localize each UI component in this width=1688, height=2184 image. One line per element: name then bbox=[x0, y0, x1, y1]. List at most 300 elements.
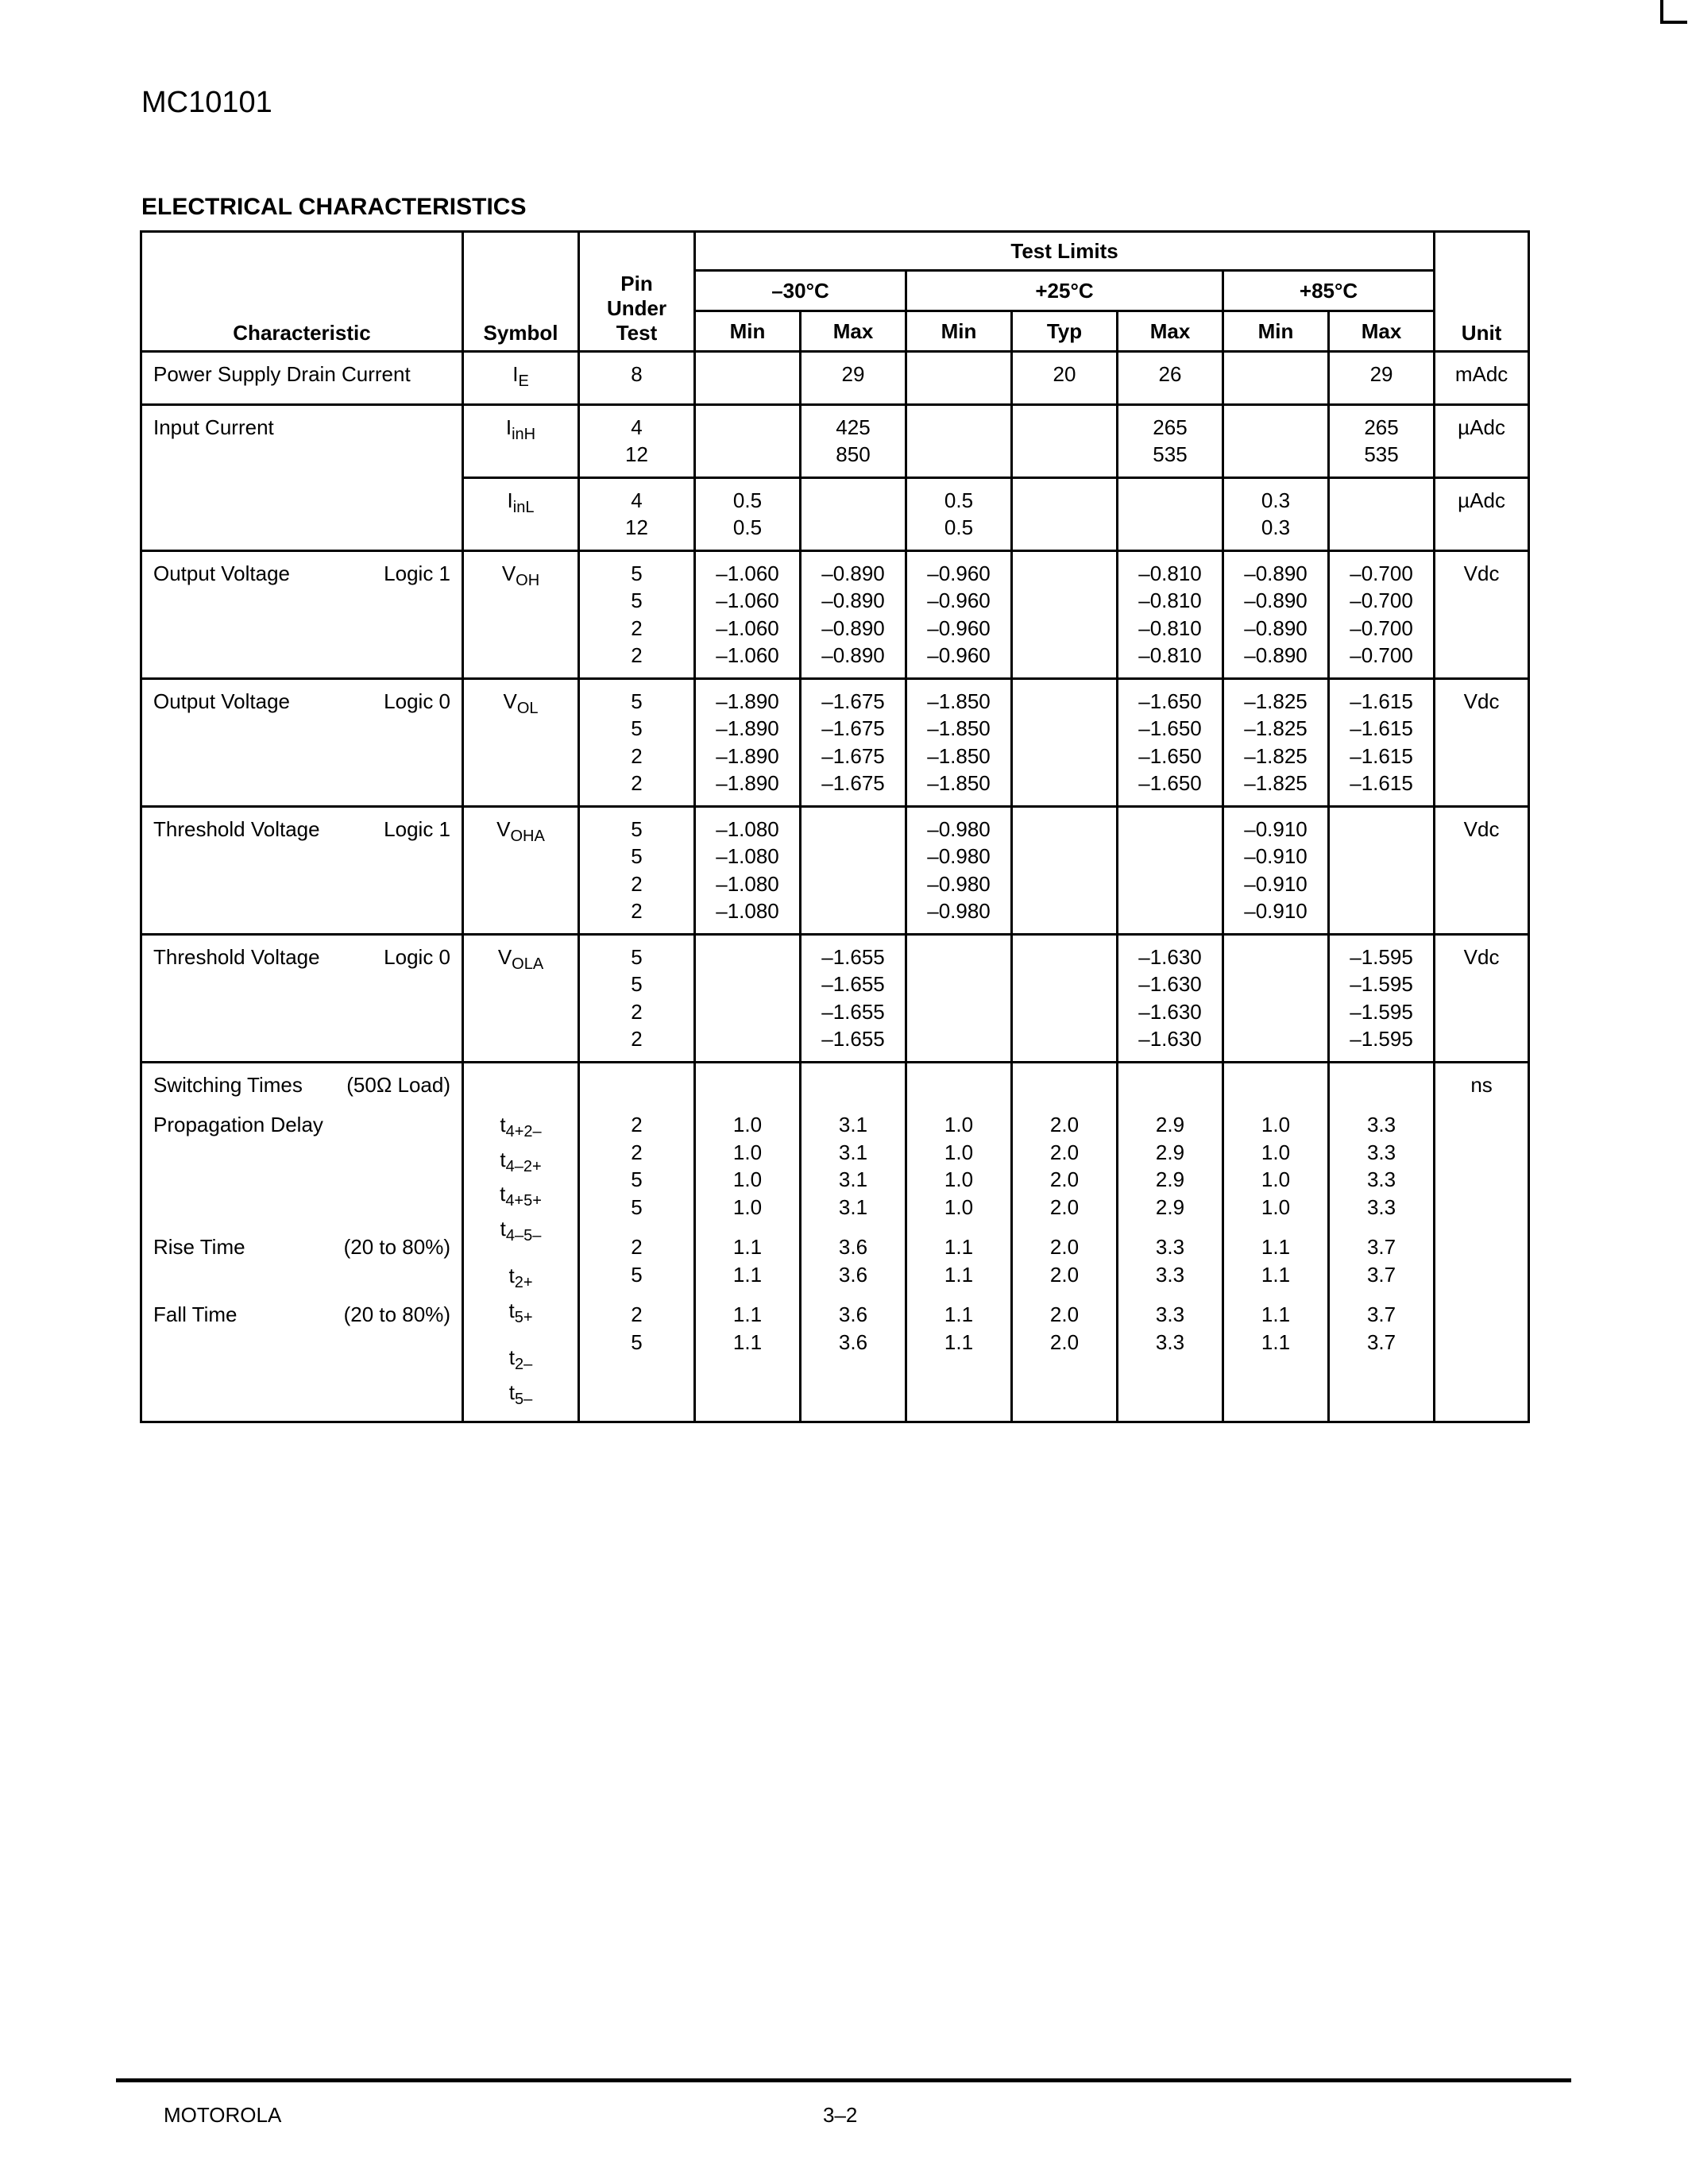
limit-cell-min-85c bbox=[1223, 678, 1329, 806]
limit-value: 3.6 bbox=[838, 1302, 868, 1326]
pin-value: 5 bbox=[631, 1194, 643, 1219]
switching-parameter-name: Rise Time bbox=[153, 1235, 245, 1259]
header-temp-cold: –30°C bbox=[695, 271, 906, 311]
characteristic-name: Threshold Voltage bbox=[153, 816, 320, 841]
header-unit: Unit bbox=[1435, 232, 1529, 352]
limit-value: –1.890 bbox=[716, 771, 779, 795]
limit-value: –1.650 bbox=[1138, 771, 1202, 795]
limit-cell-max-25c bbox=[1118, 352, 1223, 405]
symbol-letter: V bbox=[497, 944, 512, 969]
unit-value: µAdc bbox=[1458, 415, 1505, 439]
footer-rule bbox=[116, 2078, 1571, 2082]
symbol-letter: t bbox=[508, 1379, 515, 1404]
blank-line bbox=[153, 1139, 450, 1167]
characteristic-cell bbox=[141, 806, 463, 934]
limit-value: –1.080 bbox=[716, 844, 779, 868]
characteristic-cell bbox=[141, 934, 463, 1062]
limit-value: 2.0 bbox=[1049, 1302, 1080, 1326]
symbol-subscript: 4+2– bbox=[505, 1123, 542, 1140]
limit-value: –1.080 bbox=[716, 899, 779, 923]
symbol-cell bbox=[463, 352, 579, 405]
limit-value: 3.3 bbox=[1366, 1194, 1396, 1219]
spacer bbox=[1330, 1288, 1433, 1301]
limit-value: –1.675 bbox=[821, 743, 885, 768]
symbol bbox=[464, 1180, 577, 1215]
limit-value: –1.850 bbox=[927, 716, 991, 740]
limit-value: 1.0 bbox=[944, 1140, 974, 1164]
spacer bbox=[153, 1288, 450, 1301]
spacer bbox=[1330, 1098, 1433, 1111]
symbol bbox=[464, 943, 577, 978]
limit-cell-typ-25c bbox=[1012, 1062, 1118, 1422]
symbol-letter: t bbox=[508, 1264, 515, 1287]
pin-value: 2 bbox=[631, 1113, 643, 1136]
limit-value: 3.3 bbox=[1366, 1140, 1396, 1164]
limit-value: –0.890 bbox=[1244, 561, 1308, 585]
limit-cell-max-85c bbox=[1329, 352, 1435, 405]
limit-value: 2.0 bbox=[1049, 1140, 1080, 1164]
switching-times-row bbox=[141, 1062, 1529, 1422]
spacer bbox=[802, 1098, 905, 1111]
limit-value: –1.060 bbox=[716, 561, 779, 585]
spacer bbox=[1330, 1221, 1433, 1233]
limit-value: 850 bbox=[836, 442, 871, 466]
spacer bbox=[1118, 1288, 1222, 1301]
limit-value: 1.1 bbox=[1261, 1302, 1291, 1326]
limit-value: 1.0 bbox=[1261, 1140, 1291, 1164]
symbol-subscript: OL bbox=[516, 699, 539, 717]
limit-cell-min-85c bbox=[1223, 404, 1329, 477]
limit-cell-max-25c bbox=[1118, 550, 1223, 678]
limit-value: –1.630 bbox=[1138, 972, 1202, 996]
header-max: Max bbox=[801, 311, 906, 352]
blank-line bbox=[907, 1071, 1010, 1099]
limit-value: –1.630 bbox=[1138, 999, 1202, 1024]
limit-value: 1.0 bbox=[732, 1113, 763, 1136]
limit-cell-max-25c bbox=[1118, 477, 1223, 550]
unit-cell bbox=[1435, 550, 1529, 678]
header-pin-line1: Pin bbox=[620, 272, 653, 295]
symbol-subscript: inH bbox=[512, 425, 536, 443]
symbol bbox=[464, 816, 577, 851]
limit-value: –1.615 bbox=[1350, 689, 1413, 713]
symbol-letter: t bbox=[500, 1216, 506, 1241]
limit-value: 3.3 bbox=[1155, 1302, 1185, 1326]
characteristic-name: Output Voltage bbox=[153, 561, 291, 585]
spacer bbox=[464, 1249, 577, 1262]
limit-value: 1.0 bbox=[944, 1194, 974, 1219]
table-row bbox=[141, 934, 1529, 1062]
limit-cell-max-30c bbox=[801, 934, 906, 1062]
table-row bbox=[141, 404, 1529, 477]
limit-value: 265 bbox=[1364, 415, 1399, 439]
pin-value: 8 bbox=[631, 362, 643, 386]
limit-cell-max-85c bbox=[1329, 934, 1435, 1062]
spacer bbox=[802, 1288, 905, 1301]
symbol-letter: t bbox=[508, 1298, 515, 1322]
limit-cell-min-25c bbox=[906, 806, 1012, 934]
symbol bbox=[464, 1297, 577, 1332]
limit-cell-max-30c bbox=[801, 806, 906, 934]
table-row bbox=[141, 550, 1529, 678]
header-pin-line3: Test bbox=[616, 321, 658, 345]
limit-value: –0.960 bbox=[927, 615, 991, 640]
limit-value: 1.1 bbox=[944, 1329, 974, 1354]
spacer bbox=[1118, 1221, 1222, 1233]
limit-value: 3.7 bbox=[1366, 1329, 1396, 1354]
limit-value: 3.1 bbox=[838, 1140, 868, 1164]
limit-value: 3.6 bbox=[838, 1262, 868, 1287]
limit-cell-min-85c bbox=[1223, 806, 1329, 934]
characteristic-name: Input Current bbox=[153, 415, 274, 439]
limit-value: –1.615 bbox=[1350, 743, 1413, 768]
limit-value: 1.1 bbox=[732, 1302, 763, 1326]
symbol-letter: t bbox=[500, 1113, 506, 1136]
switching-parameter-condition: (20 to 80%) bbox=[343, 1302, 450, 1326]
limit-cell-max-30c bbox=[801, 678, 906, 806]
pin-value: 5 bbox=[631, 972, 643, 996]
unit-value: Vdc bbox=[1463, 944, 1500, 969]
limit-value: –1.850 bbox=[927, 689, 991, 713]
limit-value: –1.675 bbox=[821, 689, 885, 713]
limit-value: –0.910 bbox=[1244, 871, 1308, 896]
limit-value: –1.890 bbox=[716, 689, 779, 713]
limit-value: –0.960 bbox=[927, 561, 991, 585]
section-title: ELECTRICAL CHARACTERISTICS bbox=[141, 194, 527, 220]
switching-parameter bbox=[153, 1233, 450, 1261]
header-test-limits: Test Limits bbox=[695, 232, 1435, 271]
limit-cell-max-85c bbox=[1329, 550, 1435, 678]
limit-value: –1.650 bbox=[1138, 689, 1202, 713]
limit-value: –0.890 bbox=[821, 588, 885, 612]
pin-value: 5 bbox=[631, 689, 643, 713]
blank-line bbox=[464, 1071, 577, 1099]
spacer bbox=[464, 1098, 577, 1111]
pin-value: 2 bbox=[631, 615, 643, 640]
header-pin-under-test bbox=[579, 232, 695, 352]
pin-value: 4 bbox=[631, 415, 643, 439]
limit-value: –1.655 bbox=[821, 972, 885, 996]
limit-value: 3.1 bbox=[838, 1113, 868, 1136]
blank-line bbox=[580, 1071, 693, 1099]
limit-value: 3.3 bbox=[1155, 1235, 1185, 1259]
limit-value: 1.1 bbox=[1261, 1329, 1291, 1354]
limit-value: 2.9 bbox=[1155, 1140, 1185, 1164]
symbol-subscript: 4–2+ bbox=[505, 1157, 542, 1175]
spacer bbox=[580, 1098, 693, 1111]
spacer bbox=[580, 1288, 693, 1301]
limit-value: –0.700 bbox=[1350, 643, 1413, 667]
limit-cell-max-25c bbox=[1118, 404, 1223, 477]
pin-value: 5 bbox=[631, 1329, 643, 1354]
limit-value: –1.655 bbox=[821, 1027, 885, 1051]
limit-cell-min-85c bbox=[1223, 934, 1329, 1062]
limit-value: 2.0 bbox=[1049, 1235, 1080, 1259]
limit-value: –0.810 bbox=[1138, 615, 1202, 640]
symbol bbox=[464, 414, 577, 449]
limit-value: 2.0 bbox=[1049, 1113, 1080, 1136]
limit-value: –0.980 bbox=[927, 844, 991, 868]
blank-line bbox=[1013, 1071, 1116, 1099]
pin-value: 5 bbox=[631, 1167, 643, 1191]
switching-parameter bbox=[153, 1301, 450, 1329]
limit-value: –1.675 bbox=[821, 716, 885, 740]
limit-cell-max-30c bbox=[801, 477, 906, 550]
pin-cell bbox=[579, 477, 695, 550]
blank-line bbox=[153, 1194, 450, 1221]
limit-value: –0.980 bbox=[927, 871, 991, 896]
limit-value: 1.0 bbox=[732, 1140, 763, 1164]
limit-value: 1.1 bbox=[1261, 1235, 1291, 1259]
limit-cell-max-85c bbox=[1329, 404, 1435, 477]
limit-value: 3.6 bbox=[838, 1235, 868, 1259]
limit-value: 1.1 bbox=[944, 1262, 974, 1287]
pin-value: 5 bbox=[631, 844, 643, 868]
pin-cell bbox=[579, 404, 695, 477]
switching-parameter-name: Fall Time bbox=[153, 1302, 238, 1326]
characteristic-line bbox=[153, 560, 450, 588]
limit-cell-max-85c bbox=[1329, 477, 1435, 550]
limit-value: 1.1 bbox=[732, 1329, 763, 1354]
limit-value: –1.890 bbox=[716, 743, 779, 768]
unit-value: Vdc bbox=[1463, 689, 1500, 713]
symbol-subscript: 4–5– bbox=[505, 1226, 542, 1244]
symbol-letter: t bbox=[500, 1147, 506, 1171]
characteristic-name: Threshold Voltage bbox=[153, 944, 320, 969]
unit-cell bbox=[1435, 477, 1529, 550]
limit-value: –1.630 bbox=[1138, 944, 1202, 969]
spacer bbox=[907, 1288, 1010, 1301]
symbol-letter: V bbox=[501, 561, 516, 585]
limit-value: –1.825 bbox=[1244, 689, 1308, 713]
blank-line bbox=[1224, 1071, 1327, 1099]
limit-value: 0.5 bbox=[944, 488, 974, 512]
limit-value: 3.3 bbox=[1155, 1262, 1185, 1287]
limit-value: 3.7 bbox=[1366, 1262, 1396, 1287]
symbol-subscript: OH bbox=[516, 571, 540, 589]
switching-title bbox=[153, 1071, 450, 1099]
limit-value: –1.825 bbox=[1244, 743, 1308, 768]
unit-cell bbox=[1435, 352, 1529, 405]
limit-value: 3.3 bbox=[1366, 1167, 1396, 1191]
limit-value: –0.890 bbox=[821, 561, 885, 585]
limit-cell-max-25c bbox=[1118, 678, 1223, 806]
limit-cell-max-30c bbox=[801, 352, 906, 405]
limit-value: –0.810 bbox=[1138, 643, 1202, 667]
limit-value: 1.1 bbox=[732, 1262, 763, 1287]
limit-cell-min-85c bbox=[1223, 352, 1329, 405]
header-min: Min bbox=[1223, 311, 1329, 352]
limit-value: –1.890 bbox=[716, 716, 779, 740]
switching-parameter-name: Propagation Delay bbox=[153, 1113, 323, 1136]
table-body bbox=[141, 352, 1529, 1422]
limit-cell-typ-25c bbox=[1012, 477, 1118, 550]
limit-value: 1.0 bbox=[1261, 1113, 1291, 1136]
limit-cell-min-30c bbox=[695, 550, 801, 678]
spacer bbox=[1013, 1098, 1116, 1111]
blank-line bbox=[1330, 1071, 1433, 1099]
unit-value: Vdc bbox=[1463, 561, 1500, 585]
limit-value: –1.650 bbox=[1138, 743, 1202, 768]
limit-value: 535 bbox=[1153, 442, 1188, 466]
limit-value: –0.700 bbox=[1350, 561, 1413, 585]
limit-value: 20 bbox=[1053, 362, 1076, 386]
pin-cell bbox=[579, 806, 695, 934]
part-number: MC10101 bbox=[141, 86, 272, 119]
limit-value: 2.9 bbox=[1155, 1194, 1185, 1219]
pin-cell bbox=[579, 678, 695, 806]
limit-value: –1.060 bbox=[716, 588, 779, 612]
symbol-cell bbox=[463, 477, 579, 550]
page-corner-mark bbox=[1660, 0, 1687, 24]
symbol bbox=[464, 1146, 577, 1181]
characteristic-name: Power Supply Drain Current bbox=[153, 362, 411, 386]
limit-value: –1.655 bbox=[821, 999, 885, 1024]
spacer bbox=[802, 1221, 905, 1233]
limit-cell-typ-25c bbox=[1012, 352, 1118, 405]
limit-value: –1.060 bbox=[716, 615, 779, 640]
limit-value: –1.825 bbox=[1244, 716, 1308, 740]
limit-value: –1.615 bbox=[1350, 771, 1413, 795]
symbol-cell bbox=[463, 550, 579, 678]
symbol-cell bbox=[463, 404, 579, 477]
limit-value: –0.700 bbox=[1350, 588, 1413, 612]
limit-cell-min-25c bbox=[906, 678, 1012, 806]
characteristic-condition: Logic 0 bbox=[384, 944, 450, 969]
footer-brand: MOTOROLA bbox=[164, 2103, 282, 2127]
limit-value: 0.5 bbox=[732, 488, 763, 512]
characteristic-line bbox=[153, 688, 450, 716]
characteristic-line bbox=[153, 943, 450, 971]
limit-value: 29 bbox=[1369, 362, 1393, 386]
table-row bbox=[141, 806, 1529, 934]
unit-value: µAdc bbox=[1458, 488, 1505, 512]
symbol-subscript: OLA bbox=[512, 955, 544, 973]
pin-value: 2 bbox=[631, 899, 643, 923]
limit-value: –0.960 bbox=[927, 588, 991, 612]
symbol-letter: I bbox=[505, 415, 512, 439]
pin-value: 2 bbox=[631, 771, 643, 795]
limit-cell-max-25c bbox=[1118, 806, 1223, 934]
limit-value: –0.810 bbox=[1138, 561, 1202, 585]
pin-cell bbox=[579, 550, 695, 678]
spacer bbox=[1013, 1221, 1116, 1233]
limit-value: 2.9 bbox=[1155, 1167, 1185, 1191]
limit-value: –0.890 bbox=[821, 643, 885, 667]
limit-value: –0.890 bbox=[1244, 615, 1308, 640]
spacer bbox=[907, 1221, 1010, 1233]
spacer bbox=[1118, 1098, 1222, 1111]
limit-value: 3.3 bbox=[1366, 1113, 1396, 1136]
spacer bbox=[580, 1221, 693, 1233]
blank-line bbox=[696, 1071, 799, 1099]
symbol-subscript: OHA bbox=[510, 827, 545, 845]
header-max: Max bbox=[1118, 311, 1223, 352]
limit-cell-typ-25c bbox=[1012, 934, 1118, 1062]
limit-cell-min-30c bbox=[695, 1062, 801, 1422]
pin-cell bbox=[579, 352, 695, 405]
symbol-subscript: 5+ bbox=[514, 1308, 533, 1326]
limit-value: –1.080 bbox=[716, 816, 779, 841]
limit-value: –0.980 bbox=[927, 899, 991, 923]
header-typ: Typ bbox=[1012, 311, 1118, 352]
pin-cell bbox=[579, 1062, 695, 1422]
unit-cell bbox=[1435, 934, 1529, 1062]
limit-value: 535 bbox=[1364, 442, 1399, 466]
spacer bbox=[696, 1288, 799, 1301]
limit-value: 2.0 bbox=[1049, 1262, 1080, 1287]
limit-cell-typ-25c bbox=[1012, 678, 1118, 806]
limit-value: –1.655 bbox=[821, 944, 885, 969]
limit-value: –1.595 bbox=[1350, 999, 1413, 1024]
limit-cell-min-85c bbox=[1223, 1062, 1329, 1422]
symbol-cell bbox=[463, 1062, 579, 1422]
header-pin-line2: Under bbox=[606, 296, 667, 320]
unit-cell bbox=[1435, 678, 1529, 806]
spacer bbox=[1224, 1221, 1327, 1233]
symbol bbox=[464, 688, 577, 723]
spacer bbox=[153, 1221, 450, 1233]
limit-cell-min-30c bbox=[695, 806, 801, 934]
limit-value: –0.910 bbox=[1244, 844, 1308, 868]
limit-value: –1.825 bbox=[1244, 771, 1308, 795]
limit-value: 2.0 bbox=[1049, 1194, 1080, 1219]
limit-value: 265 bbox=[1153, 415, 1188, 439]
pin-value: 4 bbox=[631, 488, 643, 512]
limit-value: –1.850 bbox=[927, 771, 991, 795]
pin-value: 5 bbox=[631, 561, 643, 585]
limit-value: 1.0 bbox=[732, 1194, 763, 1219]
characteristic-condition: Logic 1 bbox=[384, 561, 450, 585]
symbol bbox=[464, 1262, 577, 1297]
spacer bbox=[1224, 1288, 1327, 1301]
limit-cell-min-30c bbox=[695, 352, 801, 405]
limit-cell-min-30c bbox=[695, 477, 801, 550]
table-row bbox=[141, 678, 1529, 806]
limit-value: –1.060 bbox=[716, 643, 779, 667]
symbol bbox=[464, 487, 577, 522]
table-row bbox=[141, 352, 1529, 405]
limit-cell-max-25c bbox=[1118, 934, 1223, 1062]
symbol bbox=[464, 560, 577, 595]
header-characteristic: Characteristic bbox=[141, 232, 463, 352]
limit-value: –1.595 bbox=[1350, 944, 1413, 969]
limit-cell-typ-25c bbox=[1012, 550, 1118, 678]
characteristic-cell bbox=[141, 404, 463, 550]
limit-value: 0.3 bbox=[1261, 488, 1291, 512]
spacer bbox=[696, 1221, 799, 1233]
unit-cell bbox=[1435, 806, 1529, 934]
symbol-subscript: E bbox=[518, 372, 529, 390]
limit-cell-max-30c bbox=[801, 1062, 906, 1422]
characteristic-line bbox=[153, 816, 450, 843]
characteristic-condition: Logic 1 bbox=[384, 816, 450, 841]
symbol-subscript: 4+5+ bbox=[505, 1192, 542, 1210]
pin-value: 5 bbox=[631, 1262, 643, 1287]
limit-cell-min-30c bbox=[695, 934, 801, 1062]
pin-value: 5 bbox=[631, 716, 643, 740]
characteristic-line bbox=[153, 361, 450, 388]
limit-value: –0.810 bbox=[1138, 588, 1202, 612]
pin-value: 12 bbox=[625, 442, 648, 466]
unit-value: ns bbox=[1470, 1072, 1493, 1097]
limit-value: –1.615 bbox=[1350, 716, 1413, 740]
limit-cell-min-85c bbox=[1223, 550, 1329, 678]
pin-value: 12 bbox=[625, 515, 648, 539]
limit-value: 1.0 bbox=[1261, 1194, 1291, 1219]
limit-value: 3.7 bbox=[1366, 1235, 1396, 1259]
limit-value: –0.910 bbox=[1244, 899, 1308, 923]
